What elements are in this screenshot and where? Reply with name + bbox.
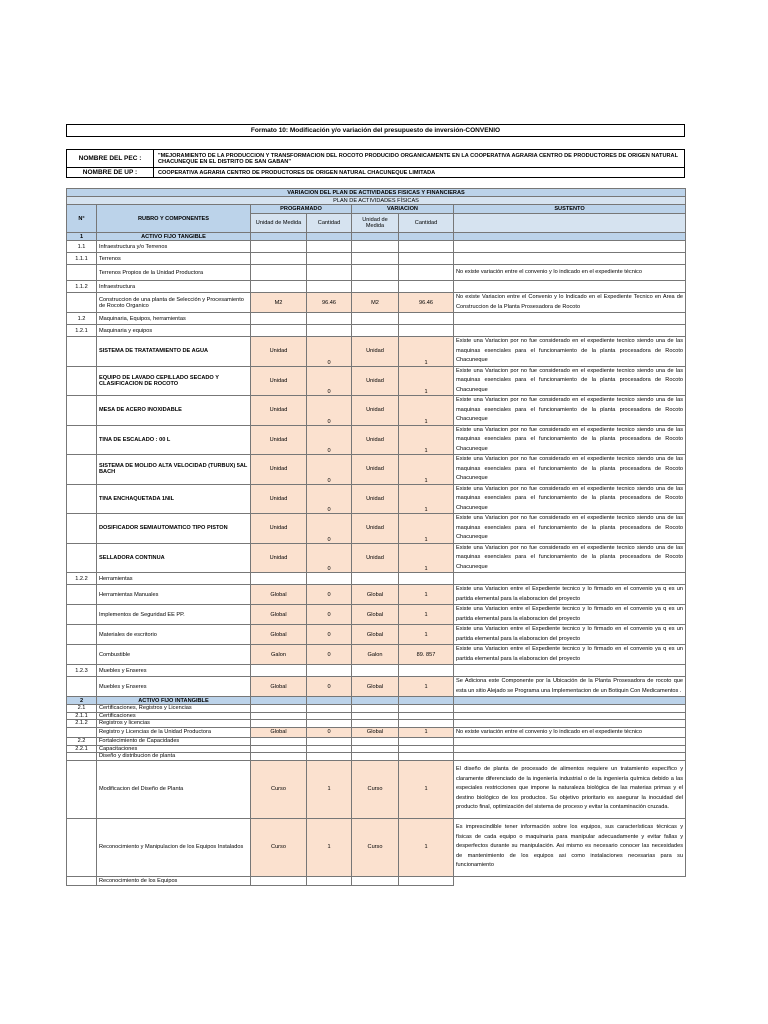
cantidad-variacion: 1 xyxy=(399,337,454,367)
empty-cell xyxy=(352,665,399,677)
unidad-variacion: Unidad xyxy=(352,337,399,367)
table-row xyxy=(67,665,686,677)
empty-cell xyxy=(454,720,686,728)
empty-cell xyxy=(251,253,307,265)
row-number: 1.2.2 xyxy=(67,573,97,585)
table-row xyxy=(67,293,686,313)
cantidad-variacion: 1 xyxy=(399,366,454,396)
table-row xyxy=(67,337,686,367)
unidad-variacion: Global xyxy=(352,625,399,645)
row-number: 2.2 xyxy=(67,738,97,746)
empty-cell xyxy=(399,313,454,325)
rubro-name: Reconocimiento de los Equipos xyxy=(97,876,251,885)
unidad-variacion: Curso xyxy=(352,760,399,818)
empty-cell xyxy=(399,253,454,265)
unidad-variacion xyxy=(352,265,399,281)
rubro-name: Diseño y distribucion de planta xyxy=(97,753,251,761)
sustento-text: No existe variación entre el convenio y lo indicado en el expediente técnico xyxy=(454,265,686,281)
table-row xyxy=(67,712,686,720)
empty-cell xyxy=(251,753,307,761)
sustento-text: Existe una Variacion entre el Expediente tecnico y lo firmado en el convenio ya q es un partida elemental para la elaboracion del proyecto xyxy=(454,605,686,625)
table-row xyxy=(67,265,686,281)
cantidad-variacion: 1 xyxy=(399,455,454,485)
cantidad-programado: 1 xyxy=(307,818,352,876)
table-row xyxy=(67,705,686,713)
sustento-text: No existe variación entre el convenio y lo indicado en el expediente técnico xyxy=(454,727,686,738)
rubro-name: Certificaciones, Registros y Licencias xyxy=(97,705,251,713)
empty-cell xyxy=(307,281,352,293)
empty-cell xyxy=(251,720,307,728)
pec-row xyxy=(67,150,684,168)
section-cell xyxy=(454,697,686,705)
row-number: 1.1.2 xyxy=(67,281,97,293)
sustento-text: Existe una Variacion entre el Expediente tecnico y lo firmado en el convenio ya q es un partida elemental para la elaboracion del proyecto xyxy=(454,625,686,645)
rubro-name: SISTEMA DE MOLIDO ALTA VELOCIDAD (TURBUX) 5AL BACH xyxy=(97,455,251,485)
cantidad-variacion: 1 xyxy=(399,484,454,514)
cantidad-programado: 0 xyxy=(307,727,352,738)
empty-cell xyxy=(454,325,686,337)
empty-cell xyxy=(307,753,352,761)
table-row xyxy=(67,738,686,746)
table-row xyxy=(67,605,686,625)
row-number: 1.2.3 xyxy=(67,665,97,677)
rubro-name: Herramientas Manuales xyxy=(97,585,251,605)
cantidad-variacion: 1 xyxy=(399,760,454,818)
rubro-name: Modificacion del Diseño de Planta xyxy=(97,760,251,818)
table-row xyxy=(67,876,686,885)
empty-cell xyxy=(352,745,399,753)
empty-cell xyxy=(251,876,307,885)
rubro-name: Materiales de escritorio xyxy=(97,625,251,645)
empty-cell xyxy=(251,325,307,337)
cantidad-variacion: 1 xyxy=(399,425,454,455)
empty-cell xyxy=(454,705,686,713)
header-programado: PROGRAMADO xyxy=(251,205,352,214)
sustento-text: Existe una Variacion por no fue considerado en el expediente tecnico siendo una de las maquinas esenciales para el funcionamiento de la planta procesadora de Rocoto Chacuneque xyxy=(454,543,686,573)
empty-cell xyxy=(454,738,686,746)
empty-cell xyxy=(454,745,686,753)
empty-cell xyxy=(352,253,399,265)
empty-cell xyxy=(399,325,454,337)
header-unidad-variacion: Unidad de Medida xyxy=(352,214,399,233)
empty-cell xyxy=(352,753,399,761)
empty-cell xyxy=(307,876,352,885)
table-row xyxy=(67,818,686,876)
header-sustento: SUSTENTO xyxy=(454,205,686,214)
section-cell xyxy=(307,233,352,241)
empty-cell xyxy=(307,253,352,265)
row-number xyxy=(67,293,97,313)
empty-cell xyxy=(399,712,454,720)
table-row xyxy=(67,253,686,265)
header-sustento-empty xyxy=(454,214,686,233)
table-row xyxy=(67,281,686,293)
row-number: 2.2.1 xyxy=(67,745,97,753)
up-row xyxy=(67,168,684,177)
empty-cell xyxy=(307,665,352,677)
cantidad-variacion: 1 xyxy=(399,605,454,625)
empty-cell xyxy=(454,241,686,253)
format-title: Formato 10: Modificación y/o variación del presupuesto de inversión-CONVENIO xyxy=(66,124,685,137)
unidad-variacion: Global xyxy=(352,677,399,697)
row-number: 2.1.1 xyxy=(67,712,97,720)
cantidad-variacion: 1 xyxy=(399,625,454,645)
cantidad-variacion: 1 xyxy=(399,514,454,544)
cantidad-variacion: 1 xyxy=(399,543,454,573)
header-cantidad-variacion: Cantidad xyxy=(399,214,454,233)
cantidad-variacion: 1 xyxy=(399,727,454,738)
cantidad-programado: 0 xyxy=(307,484,352,514)
row-number xyxy=(67,876,97,885)
table-row xyxy=(67,366,686,396)
unidad-variacion: Global xyxy=(352,605,399,625)
cantidad-programado xyxy=(307,265,352,281)
unidad-variacion: Global xyxy=(352,727,399,738)
empty-cell xyxy=(307,705,352,713)
table-row xyxy=(67,645,686,665)
empty-cell xyxy=(352,705,399,713)
unidad-programado: Galon xyxy=(251,645,307,665)
section-cell xyxy=(251,697,307,705)
table-row xyxy=(67,241,686,253)
sustento-text: Es imprescindible tener información sobre los equipos, sus características técnicas y físicas de cada equipo o maquinaria para manipular adecuadamente y evitar fallas y desperfectos durante su manipulación. Asi mismo es necesario conocer las necesidades de mantenimiento de los equipos asi como instalaciones necesarias para su funcionamiento xyxy=(454,818,686,876)
cantidad-variacion: 1 xyxy=(399,818,454,876)
cantidad-programado: 0 xyxy=(307,677,352,697)
cantidad-variacion: 1 xyxy=(399,677,454,697)
row-number xyxy=(67,727,97,738)
header-n: N° xyxy=(67,205,97,233)
row-number: 1.2 xyxy=(67,313,97,325)
pec-label: NOMBRE DEL PEC : xyxy=(67,150,154,167)
rubro-name: TINA DE ESCALADO : 00 L xyxy=(97,425,251,455)
empty-cell xyxy=(454,313,686,325)
unidad-programado: Unidad xyxy=(251,484,307,514)
section-title: ACTIVO FIJO TANGIBLE xyxy=(97,233,251,241)
table-row xyxy=(67,233,686,241)
section-cell xyxy=(352,233,399,241)
unidad-programado: Unidad xyxy=(251,425,307,455)
unidad-programado: Unidad xyxy=(251,543,307,573)
table-row xyxy=(67,573,686,585)
cantidad-variacion: 1 xyxy=(399,396,454,426)
empty-cell xyxy=(352,738,399,746)
empty-cell xyxy=(352,313,399,325)
row-number xyxy=(67,514,97,544)
empty-cell xyxy=(454,573,686,585)
empty-cell xyxy=(454,712,686,720)
header-variacion: VARIACION xyxy=(352,205,454,214)
table-row xyxy=(67,514,686,544)
rubro-name: Combustible xyxy=(97,645,251,665)
empty-cell xyxy=(251,281,307,293)
empty-cell xyxy=(307,712,352,720)
unidad-variacion: Unidad xyxy=(352,543,399,573)
rubro-name: Reconocimiento y Manipulacion de los Equipos Instalados xyxy=(97,818,251,876)
unidad-variacion: Unidad xyxy=(352,366,399,396)
rubro-name: Muebles y Enseres xyxy=(97,677,251,697)
empty-cell xyxy=(399,241,454,253)
empty-cell xyxy=(454,665,686,677)
empty-cell xyxy=(251,738,307,746)
cantidad-programado: 0 xyxy=(307,425,352,455)
sustento-text: Existe una Variacion por no fue considerado en el expediente tecnico siendo una de las maquinas esenciales para el funcionamiento de la planta procesadora de Rocoto Chacuneque xyxy=(454,366,686,396)
empty-cell xyxy=(399,876,454,885)
row-number xyxy=(67,625,97,645)
rubro-name: Capacitaciones xyxy=(97,745,251,753)
header-cantidad-programado: Cantidad xyxy=(307,214,352,233)
row-number: 1.1 xyxy=(67,241,97,253)
unidad-programado: Curso xyxy=(251,818,307,876)
unidad-variacion: Unidad xyxy=(352,484,399,514)
budget-sheet xyxy=(66,124,685,886)
sustento-text: Existe una Variacion por no fue considerado en el expediente tecnico siendo una de las maquinas esenciales para el funcionamiento de la planta procesadora de Rocoto Chacuneque xyxy=(454,514,686,544)
cantidad-programado: 0 xyxy=(307,645,352,665)
row-number xyxy=(67,677,97,697)
empty-cell xyxy=(251,241,307,253)
row-number: 1.1.1 xyxy=(67,253,97,265)
unidad-variacion: Curso xyxy=(352,818,399,876)
row-number xyxy=(67,396,97,426)
row-number: 2.1.2 xyxy=(67,720,97,728)
table-row xyxy=(67,543,686,573)
rubro-name: Fortalecimiento de Capacidades xyxy=(97,738,251,746)
empty-cell xyxy=(352,241,399,253)
table-row xyxy=(67,727,686,738)
sustento-text: Existe una Variacion por no fue considerado en el expediente tecnico siendo una de las maquinas esenciales para el funcionamiento de la planta procesadora de Rocoto Chacuneque xyxy=(454,484,686,514)
empty-cell xyxy=(307,745,352,753)
table-row xyxy=(67,753,686,761)
row-number: 1 xyxy=(67,233,97,241)
up-label: NOMBRE DE UP : xyxy=(67,168,154,177)
unidad-programado: Global xyxy=(251,605,307,625)
table-row xyxy=(67,455,686,485)
empty-cell xyxy=(251,745,307,753)
up-value: COOPERATIVA AGRARIA CENTRO DE PRODUCTORES DE ORIGEN NATURAL CHACUNEQUE LIMITADA xyxy=(158,169,436,176)
unidad-variacion: Global xyxy=(352,585,399,605)
empty-cell xyxy=(352,712,399,720)
sustento-text: Existe una Variacion entre el Expediente tecnico y lo firmado en el convenio ya q es un partida elemental para la elaboracion del proyecto xyxy=(454,645,686,665)
header-unidad-programado: Unidad de Medida xyxy=(251,214,307,233)
rubro-name: Terrenos Propios de la Unidad Productora xyxy=(97,265,251,281)
empty-cell xyxy=(399,738,454,746)
empty-cell xyxy=(399,705,454,713)
unidad-variacion: Unidad xyxy=(352,396,399,426)
sustento-text: Se Adiciona este Componente por la Ubicación de la Planta Prosesadora de rocoto que esta un sitio Alejado se Programa una Implementacion de un Botiquin Con Medicamentos . xyxy=(454,677,686,697)
empty-cell xyxy=(251,573,307,585)
row-number xyxy=(67,455,97,485)
empty-cell xyxy=(352,720,399,728)
cantidad-programado: 1 xyxy=(307,760,352,818)
rubro-name: Maquinaria, Equipos, herramientas xyxy=(97,313,251,325)
rubro-name: Infraestructura xyxy=(97,281,251,293)
rubro-name: Infraestructura y/o Terrenos xyxy=(97,241,251,253)
table-title: VARIACION DEL PLAN DE ACTIVIDADES FISICAS Y FINANCIERAS xyxy=(67,189,686,197)
empty-cell xyxy=(454,753,686,761)
row-number xyxy=(67,366,97,396)
row-number xyxy=(67,543,97,573)
unidad-programado: Global xyxy=(251,625,307,645)
row-number: 2.1 xyxy=(67,705,97,713)
activities-table xyxy=(66,188,686,886)
row-number xyxy=(67,645,97,665)
sustento-text: Existe una Variacion por no fue considerado en el expediente tecnico siendo una de las maquinas esenciales para el funcionamiento de la planta procesadora de Rocoto Chacuneque xyxy=(454,425,686,455)
rubro-name: SELLADORA CONTINUA xyxy=(97,543,251,573)
unidad-variacion: Unidad xyxy=(352,455,399,485)
cantidad-programado: 0 xyxy=(307,337,352,367)
cantidad-programado: 0 xyxy=(307,543,352,573)
unidad-programado: Unidad xyxy=(251,455,307,485)
row-number: 1.2.1 xyxy=(67,325,97,337)
cantidad-programado: 0 xyxy=(307,455,352,485)
row-number xyxy=(67,753,97,761)
sustento-text: El diseño de planta de procesado de alimentos requiere un tratamiento específico y claramente diferenciado de la ingeniería industrial o de la ingeniería química debido a las especiales restricciones que impone la naturaleza biológica de las materias primas y el destino biológico de los productos. Su objetivo prioritario es asegurar la inocuidad del producto final, optimización del sistema de proceso y evitar la contaminación cruzada. xyxy=(454,760,686,818)
cantidad-programado: 0 xyxy=(307,396,352,426)
row-number: 2 xyxy=(67,697,97,705)
rubro-name: Herramientas xyxy=(97,573,251,585)
row-number xyxy=(67,337,97,367)
table-row xyxy=(67,325,686,337)
rubro-name: SISTEMA DE TRATATAMIENTO DE AGUA xyxy=(97,337,251,367)
table-row xyxy=(67,720,686,728)
empty-cell xyxy=(251,313,307,325)
unidad-programado: Curso xyxy=(251,760,307,818)
empty-cell xyxy=(352,281,399,293)
rubro-name: MESA DE ACERO INOXIDABLE xyxy=(97,396,251,426)
table-row xyxy=(67,625,686,645)
table-row xyxy=(67,585,686,605)
empty-cell xyxy=(307,241,352,253)
empty-cell xyxy=(307,313,352,325)
empty-cell xyxy=(251,665,307,677)
section-cell xyxy=(307,697,352,705)
rubro-name: Muebles y Enseres xyxy=(97,665,251,677)
table-row xyxy=(67,425,686,455)
unidad-variacion: Unidad xyxy=(352,425,399,455)
table-row xyxy=(67,677,686,697)
empty-cell xyxy=(307,720,352,728)
empty-cell xyxy=(399,745,454,753)
row-number xyxy=(67,760,97,818)
row-number xyxy=(67,425,97,455)
row-number xyxy=(67,585,97,605)
rubro-name: Implementos de Seguridad EE PP. xyxy=(97,605,251,625)
section-cell xyxy=(251,233,307,241)
empty-cell xyxy=(399,720,454,728)
rubro-name: Registros y licencias xyxy=(97,720,251,728)
unidad-programado: Unidad xyxy=(251,396,307,426)
unidad-programado: Unidad xyxy=(251,514,307,544)
row-number xyxy=(67,265,97,281)
section-cell xyxy=(399,697,454,705)
table-row xyxy=(67,697,686,705)
rubro-name: Construccion de una planta de Selección y Procesamiento de Rocoto Organico xyxy=(97,293,251,313)
sustento-text: No existe Variacion entre el Convenio y lo Indicado en el Expediente Tecnico en Area de Construccion de la Planta Prosesadora de Rocoto xyxy=(454,293,686,313)
empty-cell xyxy=(352,325,399,337)
empty-cell xyxy=(352,573,399,585)
empty-cell xyxy=(399,281,454,293)
cantidad-programado: 0 xyxy=(307,605,352,625)
cantidad-variacion: 96.46 xyxy=(399,293,454,313)
cantidad-variacion: 89. 857 xyxy=(399,645,454,665)
table-subtitle: PLAN DE ACTIVIDADES FÍSICAS xyxy=(67,197,686,205)
empty-cell xyxy=(307,573,352,585)
sustento-text: Existe una Variacion entre el Expediente tecnico y lo firmado en el convenio ya q es un partida elemental para la elaboracion del proyecto xyxy=(454,585,686,605)
cantidad-programado: 0 xyxy=(307,366,352,396)
sustento-text: Existe una Variacion por no fue considerado en el expediente tecnico siendo una de las maquinas esenciales para el funcionamiento de la planta procesadora de Rocoto Chacuneque xyxy=(454,337,686,367)
section-title: ACTIVO FIJO INTANGIBLE xyxy=(97,697,251,705)
blank-cell xyxy=(454,876,686,885)
empty-cell xyxy=(454,253,686,265)
empty-cell xyxy=(307,738,352,746)
header-info-box xyxy=(66,149,685,178)
cantidad-programado: 96.46 xyxy=(307,293,352,313)
cantidad-variacion: 1 xyxy=(399,585,454,605)
empty-cell xyxy=(251,705,307,713)
unidad-programado: Unidad xyxy=(251,337,307,367)
unidad-programado: Global xyxy=(251,727,307,738)
cantidad-programado: 0 xyxy=(307,514,352,544)
table-row xyxy=(67,396,686,426)
empty-cell xyxy=(399,753,454,761)
empty-cell xyxy=(399,573,454,585)
rubro-name: Registro y Licencias de la Unidad Productora xyxy=(97,727,251,738)
header-rubro: RUBRO Y COMPONENTES xyxy=(97,205,251,233)
cantidad-programado: 0 xyxy=(307,585,352,605)
rubro-name: Terrenos xyxy=(97,253,251,265)
cantidad-programado: 0 xyxy=(307,625,352,645)
table-row xyxy=(67,313,686,325)
empty-cell xyxy=(352,876,399,885)
unidad-programado: Unidad xyxy=(251,366,307,396)
rubro-name: TINA ENCHAQUETADA 1NIL xyxy=(97,484,251,514)
section-cell xyxy=(399,233,454,241)
row-number xyxy=(67,818,97,876)
rubro-name: EQUIPO DE LAVADO CEPILLADO SECADO Y CLASIFICACION DE ROCOTO xyxy=(97,366,251,396)
section-cell xyxy=(352,697,399,705)
unidad-programado xyxy=(251,265,307,281)
unidad-programado: Global xyxy=(251,677,307,697)
empty-cell xyxy=(454,281,686,293)
row-number xyxy=(67,605,97,625)
section-cell xyxy=(454,233,686,241)
unidad-variacion: Galon xyxy=(352,645,399,665)
rubro-name: Maquinaria y equipos xyxy=(97,325,251,337)
unidad-variacion: Unidad xyxy=(352,514,399,544)
empty-cell xyxy=(251,712,307,720)
sustento-text: Existe una Variacion por no fue considerado en el expediente tecnico siendo una de las maquinas esenciales para el funcionamiento de la planta procesadora de Rocoto Chacuneque xyxy=(454,455,686,485)
rubro-name: DOSIFICADOR SEMIAUTOMATICO TIPO PISTON xyxy=(97,514,251,544)
pec-value: "MEJORAMIENTO DE LA PRODUCCION Y TRANSFORMACION DEL ROCOTO PRODUCIDO ORGANICAMENTE EN LA COOPERATIVA AGRARIA CENTRO DE PRODUCTORES DE ORIGEN NATURAL CHACUNEQUE EN EL DISTRITO DE SAN GABAN" xyxy=(158,152,678,165)
empty-cell xyxy=(399,665,454,677)
table-row xyxy=(67,760,686,818)
table-row xyxy=(67,484,686,514)
sustento-text: Existe una Variacion por no fue considerado en el expediente tecnico siendo una de las maquinas esenciales para el funcionamiento de la planta procesadora de Rocoto Chacuneque xyxy=(454,396,686,426)
cantidad-variacion xyxy=(399,265,454,281)
empty-cell xyxy=(307,325,352,337)
row-number xyxy=(67,484,97,514)
unidad-programado: M2 xyxy=(251,293,307,313)
unidad-programado: Global xyxy=(251,585,307,605)
rubro-name: Certificaciones xyxy=(97,712,251,720)
table-row xyxy=(67,745,686,753)
unidad-variacion: M2 xyxy=(352,293,399,313)
